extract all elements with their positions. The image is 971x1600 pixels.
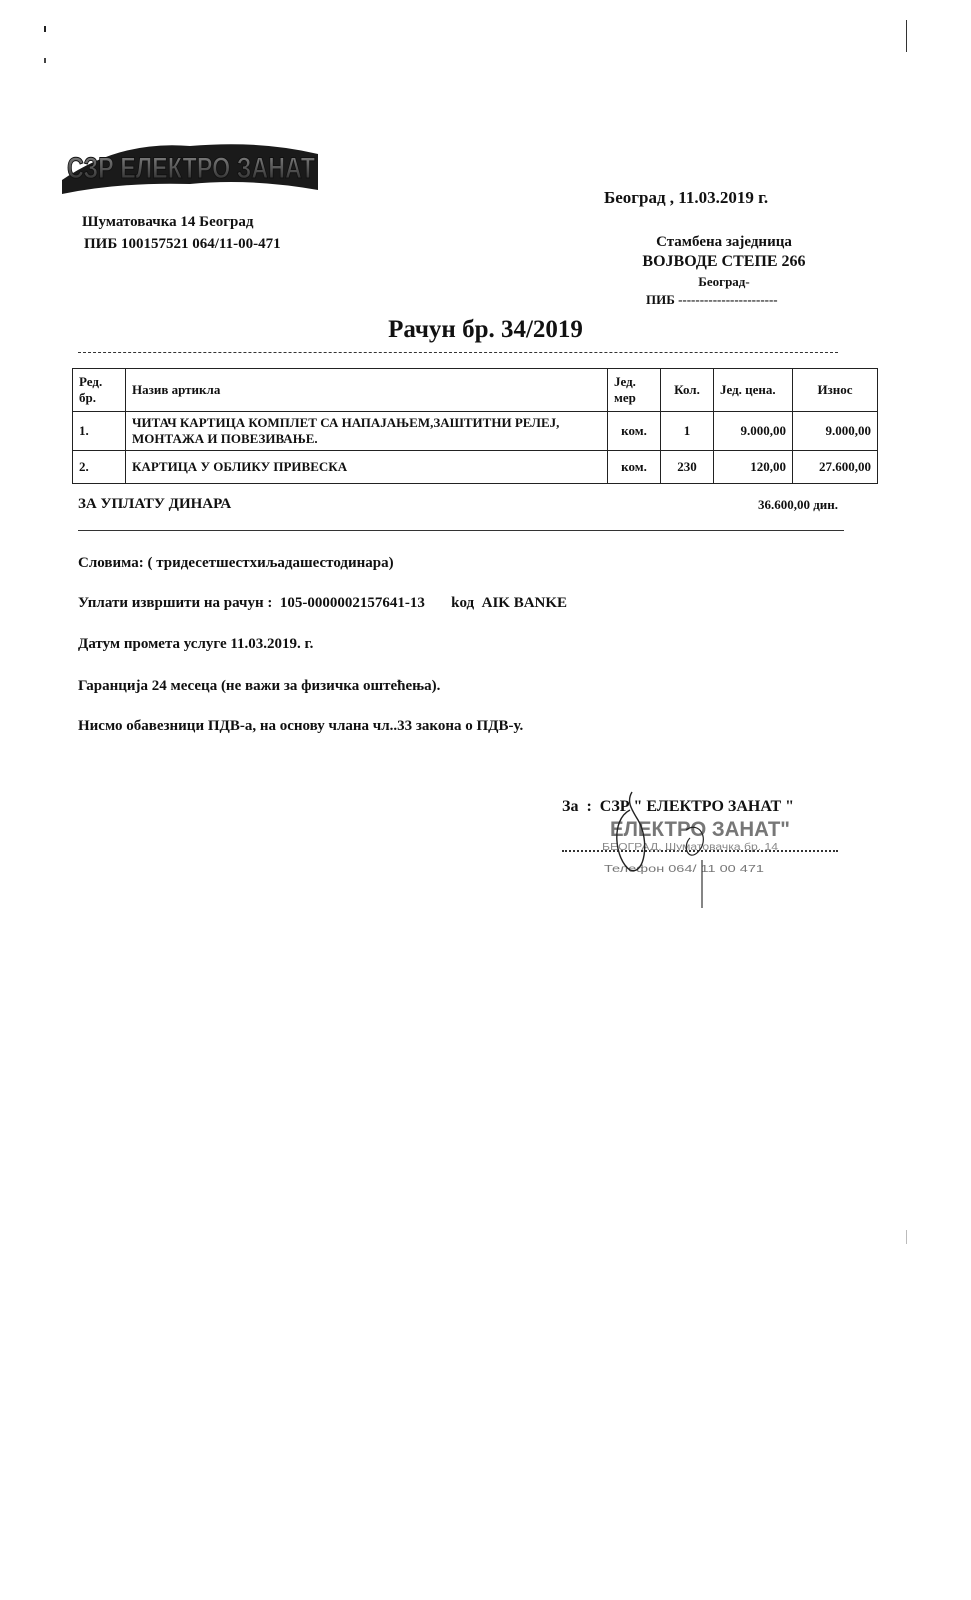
items-table (72, 368, 878, 484)
header-total: Износ (793, 369, 878, 412)
header-price: Јед. цена. (714, 369, 793, 412)
stamp-line2: БЕОГРАД, Шуматовачка бр. 14 (602, 842, 747, 853)
row-unit: ком. (608, 451, 661, 484)
recipient-line1: Стамбена заједница (656, 234, 792, 250)
service-date: Датум промета услуге 11.03.2019. г. (78, 636, 314, 652)
table-header-row (73, 369, 878, 412)
scan-mark (44, 58, 46, 63)
company-logo (60, 132, 322, 202)
total-underline (78, 530, 844, 531)
row-num: 1. (73, 412, 126, 451)
amount-in-words: Словима: ( тридесетшестхиљадашестодинара) (78, 555, 394, 571)
row-price: 120,00 (714, 451, 793, 484)
row-price: 9.000,00 (714, 412, 793, 451)
margin-mark (906, 1230, 907, 1244)
recipient-line3: Београд- (698, 274, 750, 289)
recipient-pib: ПИБ ----------------------- (646, 292, 778, 307)
table-row (73, 412, 878, 451)
total-value: 36.600,00 дин. (757, 497, 838, 512)
stamp-line3: Телефон 064/ 11 00 471 (604, 864, 715, 875)
row-qty: 230 (661, 451, 714, 484)
row-total: 9.000,00 (793, 412, 878, 451)
signature-label: За : СЗР " ЕЛЕКТРО ЗАНАТ " (562, 798, 795, 815)
row-unit: ком. (608, 412, 661, 451)
divider (78, 352, 838, 353)
payment-info: Уплати извршити на рачун : 105-0000002157641-13 kод AIK BANKE (78, 595, 568, 611)
svg-text:СЗР ЕЛЕКТРО ЗАНАТ: СЗР ЕЛЕКТРО ЗАНАТ (67, 152, 315, 185)
row-total: 27.600,00 (793, 451, 878, 484)
recipient-line2: ВОЈВОДЕ СТЕПЕ 266 (642, 253, 806, 270)
company-address: Шуматовачка 14 Београд (82, 214, 254, 230)
header-name: Назив артикла (126, 369, 608, 412)
row-qty: 1 (661, 412, 714, 451)
company-pib-phone: ПИБ 100157521 064/11-00-471 (84, 236, 281, 252)
margin-mark (906, 20, 907, 52)
total-label: ЗА УПЛАТУ ДИНАРА (78, 496, 232, 512)
header-num: Ред. бр. (73, 369, 126, 412)
vat-note: Нисмо обавезници ПДВ-а, на основу члана чл..33 закона о ПДВ-у. (78, 718, 524, 734)
header-unit: Јед. мер (608, 369, 661, 412)
warranty-note: Гаранција 24 месеца (не важи за физичка оштећења). (78, 678, 441, 694)
header-qty: Кол. (661, 369, 714, 412)
place-date: Београд , 11.03.2019 г. (604, 188, 769, 207)
stamp-line1: ЕЛЕКТРО ЗАНАТ" (610, 818, 790, 841)
company-stamp (590, 790, 840, 920)
row-num: 2. (73, 451, 126, 484)
invoice-title: Рачун бр. 34/2019 (388, 316, 583, 343)
scan-mark (44, 26, 46, 32)
row-name: КАРТИЦА У ОБЛИКУ ПРИВЕСКА (126, 451, 608, 484)
row-name: ЧИТАЧ КАРТИЦА КОМПЛЕТ СА НАПАЈАЊЕМ,ЗАШТИТНИ РЕЛЕЈ, МОНТАЖА И ПОВЕЗИВАЊЕ. (126, 412, 608, 451)
table-row (73, 451, 878, 484)
